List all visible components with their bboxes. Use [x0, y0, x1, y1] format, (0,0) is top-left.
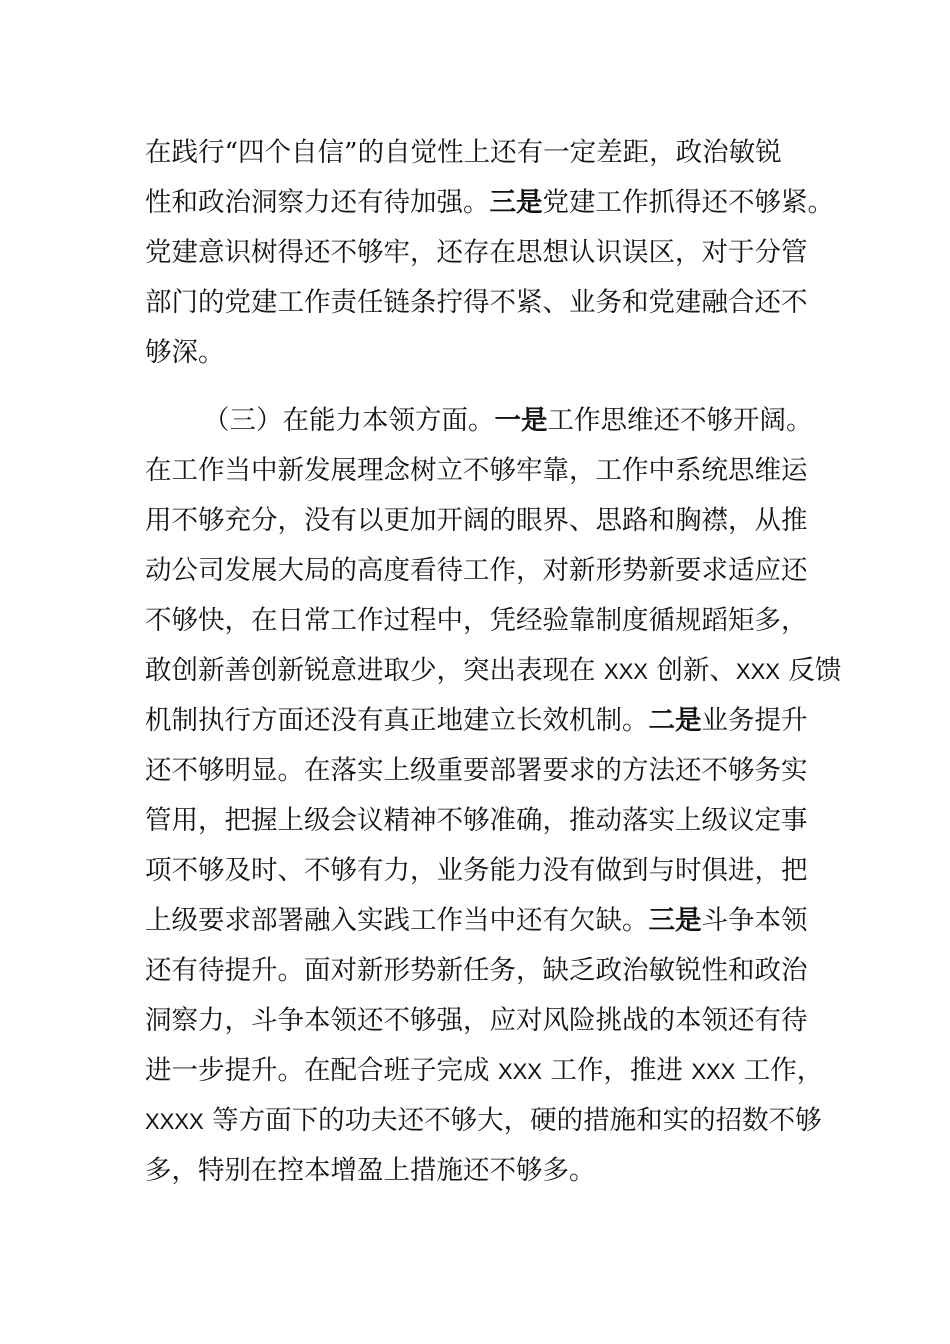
text-line	[145, 746, 810, 796]
text-line	[145, 646, 842, 696]
text-line	[145, 896, 810, 946]
text-line	[145, 228, 810, 278]
text-segment: 创新、	[647, 655, 736, 686]
text-line	[145, 446, 810, 496]
text-segment: XXX	[497, 1059, 542, 1084]
text-line	[145, 546, 810, 596]
text-segment: 斗争本领	[701, 905, 808, 936]
text-segment: XXX	[691, 1059, 736, 1084]
text-segment: 党建意识树得还不够牢，还存在思想认识误区，对于分管	[145, 237, 808, 268]
text-segment: XXX	[735, 659, 780, 684]
text-segment: 上级要求部署融入实践工作当中还有欠缺。	[145, 905, 649, 936]
text-line	[145, 278, 810, 328]
text-segment: 够深。	[145, 337, 225, 368]
text-line	[145, 946, 810, 996]
text-segment: （三）在能力本领方面。	[203, 405, 495, 436]
text-line	[145, 396, 813, 446]
text-line	[145, 1146, 810, 1196]
bold-text-segment: 三是	[648, 905, 702, 936]
text-line	[145, 696, 810, 746]
text-line	[145, 796, 810, 846]
text-segment: 部门的党建工作责任链条拧得不紧、业务和党建融合还不	[145, 287, 808, 318]
text-segment: 进一步提升。在配合班子完成	[145, 1055, 498, 1086]
bold-text-segment: 一是	[494, 405, 548, 436]
text-line	[145, 996, 810, 1046]
text-segment: 业务提升	[701, 705, 808, 736]
text-line	[145, 596, 810, 646]
text-segment: 性和政治洞察力还有待加强。	[145, 187, 490, 218]
text-segment: 管用，把握上级会议精神不够准确，推动落实上级议定事	[145, 805, 808, 836]
bold-text-segment: 三是	[489, 187, 543, 218]
text-segment: 洞察力，斗争本领还不够强，应对风险挑战的本领还有待	[145, 1005, 808, 1036]
text-line	[145, 1096, 822, 1146]
text-segment: 动公司发展大局的高度看待工作，对新形势新要求适应还	[145, 555, 808, 586]
text-segment: 在践行“四个自信”的自觉性上还有一定差距，政治敏锐	[145, 137, 782, 168]
text-line	[145, 1046, 824, 1096]
paragraph-2	[145, 396, 842, 1196]
text-segment: 机制执行方面还没有真正地建立长效机制。	[145, 705, 649, 736]
text-segment: 用不够充分，没有以更加开阔的眼界、思路和胸襟，从推	[145, 505, 808, 536]
text-segment: 工作，推进	[541, 1055, 692, 1086]
text-segment: 工作思维还不够开阔。	[547, 405, 813, 436]
paragraph-1	[145, 128, 834, 378]
text-segment: XXXX	[145, 1109, 204, 1134]
text-segment: 还不够明显。在落实上级重要部署要求的方法还不够务实	[145, 755, 808, 786]
text-line	[145, 496, 810, 546]
text-segment: 还有待提升。面对新形势新任务，缺乏政治敏锐性和政治	[145, 955, 808, 986]
text-line	[145, 128, 810, 178]
text-segment: 反馈	[779, 655, 842, 686]
text-segment: 不够快，在日常工作过程中，凭经验靠制度循规蹈矩多，	[145, 605, 808, 636]
text-line	[145, 328, 810, 378]
text-segment: 项不够及时、不够有力，业务能力没有做到与时俱进，把	[145, 855, 808, 886]
text-segment: 在工作当中新发展理念树立不够牢靠，工作中系统思维运	[145, 455, 808, 486]
text-line	[145, 846, 810, 896]
bold-text-segment: 二是	[648, 705, 702, 736]
text-line	[145, 178, 834, 228]
text-segment: 党建工作抓得还不够紧。	[542, 187, 834, 218]
text-segment: 敢创新善创新锐意进取少，突出表现在	[145, 655, 604, 686]
text-segment: 多，特别在控本增盈上措施还不够多。	[145, 1155, 596, 1186]
text-segment: XXX	[603, 659, 648, 684]
text-segment: 等方面下的功夫还不够大，硬的措施和实的招数不够	[203, 1105, 822, 1136]
text-segment: 工作，	[735, 1055, 824, 1086]
